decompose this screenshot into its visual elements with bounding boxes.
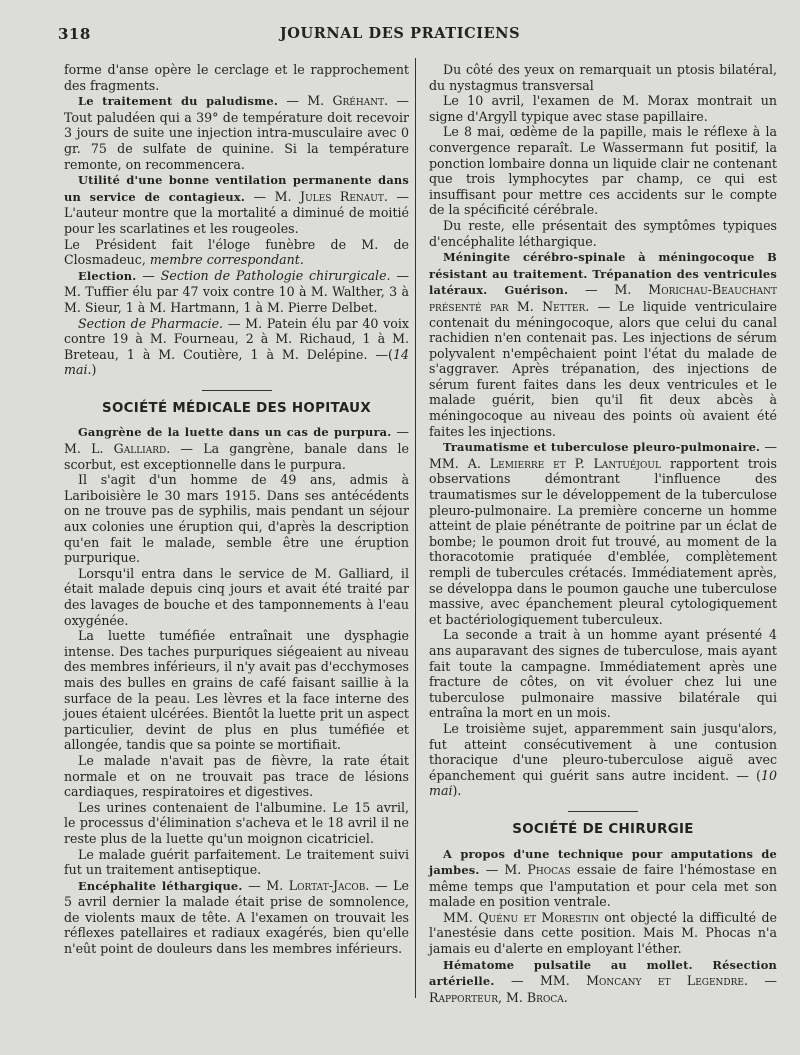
article-author-renaut: — M. Jules Renaut. — [253, 188, 410, 204]
pharmacie-date: 14 mai. [64, 346, 409, 378]
president-italic: membre correspondant. [149, 252, 304, 268]
article-election [64, 268, 409, 316]
left-column [64, 62, 409, 957]
paragraph-troisieme [429, 721, 777, 799]
journal-title: JOURNAL DES PRATICIENS [279, 25, 521, 42]
paragraph-service: Lorsqu'il entra dans le service de M. Galliard, il était malade depuis cinq jours et avait été traité par des lavages de bouche et des tamponnements à l'eau oxygénée. [64, 565, 409, 628]
article-meningite [429, 249, 777, 439]
article-author-phocas: — M. Phocas [485, 862, 571, 878]
section-rule [568, 811, 638, 812]
column-divider [415, 58, 416, 998]
paragraph-luette: La luette tuméfiée entraînait une dysphagie intense. Des taches purpuriques siégeaient au niveau des membres inférieurs, il n'y avait pas d'ecchymoses mais des bulles en grains de café faisant saillie à la surface de la peau. Les lèvres et la face interne des joues étaient ulcérées. Bientôt la luette prit un aspect particulier, devint de plus en plus tuméfiée et allongée, tandis que sa pointe se mortifiait. [64, 628, 409, 753]
article-text-meningite: Le liquide ventriculaire contenait du méningocoque, alors que celui du canal rachidien n'en contenait pas. Les injections de sérum polyvalent n'empêchaient point l'état du malade de s'aggraver. Après trépanation, des injections de sérum furent faites dans les deux ventricules et le malade guérit, bien qu'il fit deux abcès à méningocoque au niveau des points où avaient été faites les injections. [429, 298, 777, 439]
article-text-ventilation: L'auteur montre que la mortalité a diminué de moitié pour les scarlatines et les rougeoles. [64, 205, 409, 236]
page-number: 318 [58, 25, 91, 43]
paragraph-quenu [429, 910, 777, 957]
article-hematome [429, 957, 777, 1006]
article-title-ventilation: Utilité d'une bonne ventilation permanente dans un service de contagieux. [64, 173, 409, 204]
article-encephalite [64, 878, 409, 957]
article-text-luette: La gangrène, banale dans le scorbut, est exceptionnelle dans le purpura. [64, 441, 409, 472]
article-paludisme [64, 93, 409, 172]
article-title-amputation: A propos d'une technique pour amputations de jambes. [429, 846, 777, 878]
paragraph-urines: Les urines contenaient de l'albumine. Le 15 avril, le processus d'élimination s'acheva et le 18 avril il ne reste plus de la luette qu'un moignon cicatriciel. [64, 799, 409, 846]
paragraph-president [64, 237, 409, 268]
article-luette [64, 424, 409, 472]
article-author-galliard: — M. L. Galliard. — [64, 424, 409, 457]
pharmacie-section: Section de Pharmacie. [78, 315, 224, 331]
article-author-lortat-jacob: — M. Lortat-Jacob. — [248, 877, 388, 893]
president-text: Le Président fait l'éloge funèbre de M. de Closmadeuc, [64, 236, 409, 268]
article-title-traumatisme: Traumatisme et tuberculose pleuro-pulmonaire. [443, 440, 761, 455]
paragraph-forme: forme d'anse opère le cerclage et le rapprochement des fragments. [64, 62, 409, 93]
right-column [429, 62, 777, 1005]
article-ventilation [64, 172, 409, 236]
section-rule [202, 390, 272, 391]
pharmacie-close: ) [91, 362, 97, 378]
article-author-gréhant: — M. Gréhant. — [286, 93, 410, 109]
paragraph-reste: Du reste, elle présentait des symptômes typiques d'encéphalite léthargique. [429, 217, 777, 249]
section-heading-hopitaux: SOCIÉTÉ MÉDICALE DES HOPITAUX [102, 400, 371, 416]
article-title-luette: Gangrène de la luette dans un cas de purpura. [78, 425, 392, 440]
election-text: M. Tuffier élu par 47 voix contre 10 à M. Walther, 3 à M. Sieur, 1 à M. Hartmann, 1 à M. Pierre Delbet. [64, 284, 409, 315]
paragraph-fievre: Le malade n'avait pas de fièvre, la rate était normale et on ne trouvait pas trace de lésions cardiaques, respiratoires et digestives. [64, 752, 409, 800]
article-text-amputation: essaie de faire l'hémostase en même temps que l'amputation et pour cela met son malade en position ventrale. [429, 862, 777, 910]
quenu-names: MM. Quénu et Morestin [443, 909, 599, 925]
article-author-lemierre: — MM. A. Lemierre et P. Lantuéjoul [429, 439, 777, 471]
troisieme-date: 10 mai [429, 767, 777, 799]
paragraph-homme: Il s'agit d'un homme de 49 ans, admis à Lariboisière le 30 mars 1915. Dans ses antécédents on ne trouve pas de syphilis, mais pendant un séjour aux colonies une éruption qui, d'après la description qu'en fait le malade, semble être une éruption purpurique. [64, 472, 409, 566]
article-title-election: Election. [78, 268, 137, 283]
article-traumatisme [429, 439, 777, 627]
article-title-encephalite: Encéphalite léthargique. [78, 878, 243, 893]
article-amputation [429, 846, 777, 910]
paragraph-8mai: Le 8 mai, œdème de la papille, mais le réflexe à la convergence reparaît. Le Wassermann fut positif, la ponction lombaire donna un liquide clair ne contenant que trois lymphocytes par champ, ce qui est insuffisant pour mettre ces accidents sur le compte de la spécificité cérébrale. [429, 124, 777, 218]
quenu-text: ont objecté la difficulté de l'anestésie dans cette position. Mais M. Phocas n'a jamais eu d'alerte en employant l'éther. [429, 909, 777, 957]
article-text-paludisme: Tout paludéen qui a 39° de température doit recevoir 3 jours de suite une injection intra-musculaire avec 0 gr. 75 de sulfate de quinine. Si la température remonte, on recommencera. [64, 109, 409, 172]
paragraph-morax: Le 10 avril, l'examen de M. Morax montrait un signe d'Argyll typique avec stase papillaire. [429, 93, 777, 124]
section-heading-chirurgie: SOCIÉTÉ DE CHIRURGIE [512, 821, 694, 837]
pharmacie-text: — M. Patein élu par 40 voix contre 19 à M. Fourneau, 2 à M. Richaud, 1 à M. Breteau, 1 à M. Coutière, 1 à M. Delépine. —( [64, 315, 409, 362]
article-text-encephalite: Le 5 avril dernier la malade était prise de somnolence, de violents maux de tête. A l'examen on trouvait les réflexes patellaires et radiaux exagérés, bien qu'elle n'eût point de douleurs dans les membres inférieurs. [64, 877, 409, 957]
article-title-hematome: Hématome pulsatile au mollet. Résection artérielle. [429, 957, 777, 989]
article-text-traumatisme: rapportent trois observations démontrant l'influence des traumatismes sur le développement de la tuberculose pleuro-pulmonaire. La première concerne un homme atteint de plaie pénétrante de poitrine par un éclat de bombe; le poumon droit fut trouvé, au moment de la thoracotomie pratiquée d'emblée, complètement rempli de tubercules crétacés. Immédiatement après, se développa dans le poumon gauche une tuberculose massive, avec épanchement pleural cytologiquement et bactériologiquement tuberculeux. [429, 455, 777, 627]
article-title-meningite: Méningite cérébro-spinale à méningocoque B résistant au traitement. Trépanation des ventricules latéraux. Guérison. [429, 250, 777, 298]
article-author-moncany: — MM. Moncany et Legendre. — Rapporteur, M. Broca. [429, 973, 777, 1005]
paragraph-yeux: Du côté des yeux on remarquait un ptosis bilatéral, du nystagmus transversal [429, 62, 777, 93]
article-title-paludisme: Le traitement du paludisme. [78, 94, 278, 109]
troisieme-text: Le troisième sujet, apparemment sain jusqu'alors, fut atteint consécutivement à une contusion thoracique d'une pleuro-tuberculose aiguë avec épanchement qui guérit sans autre incident. — ( [429, 720, 777, 783]
paragraph-seconde: La seconde a trait à un homme ayant présenté 4 ans auparavant des signes de tuberculose, mais ayant fait toute la campagne. Immédiatement après une fracture de côtes, on vit évoluer chez lui une tuberculose pulmonaire massive bilatérale qui entraîna la mort en un mois. [429, 627, 777, 721]
election-section: — Section de Pathologie chirurgicale. — [142, 267, 409, 283]
paragraph-guerit: Le malade guérit parfaitement. Le traitement suivi fut un traitement antiseptique. [64, 846, 409, 878]
article-pharmacie [64, 316, 409, 378]
page-header [0, 22, 800, 46]
troisieme-close: ). [452, 783, 462, 799]
article-author-morichau-beauchant: — M. Morichau-Beauchant présenté par M. Netter. — [429, 282, 777, 314]
